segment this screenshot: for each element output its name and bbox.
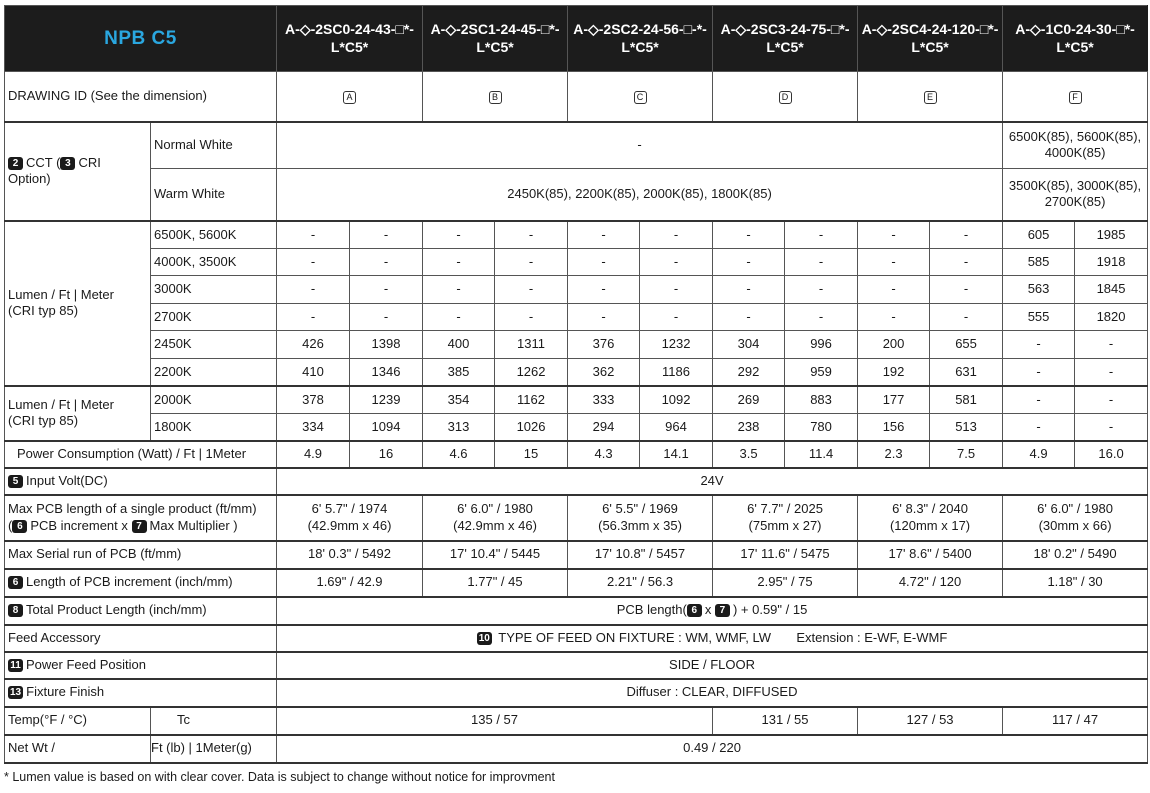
- lumen-cell: -: [568, 249, 640, 276]
- model-header-0: A-◇-2SC0-24-43-□*-L*C5*: [277, 6, 423, 72]
- cct-group-label: [5, 122, 151, 221]
- serial-run-label: Max Serial run of PCB (ft/mm): [5, 541, 277, 569]
- lumen-cct-label: 6500K, 5600K: [151, 221, 277, 249]
- lumen-cell: -: [1003, 359, 1075, 386]
- lumen-group-1-label: [5, 221, 151, 386]
- power-feed-value: SIDE / FLOOR: [277, 652, 1148, 679]
- lumen-cell: 563: [1003, 276, 1075, 304]
- max-pcb-label-line1: Max PCB length of a single product (ft/mm): [8, 501, 257, 517]
- lumen-cell: 1026: [495, 414, 568, 441]
- warm-white-value: 2450K(85), 2200K(85), 2000K(85), 1800K(85): [277, 169, 1003, 221]
- badge-10: 10: [478, 632, 490, 644]
- serial-run-row: [5, 541, 1148, 569]
- pcb-increment-cell: 2.21" / 56.3: [568, 569, 713, 597]
- badge-13: 13: [10, 687, 22, 699]
- lumen-cell: -: [1075, 386, 1148, 414]
- normal-white-label: Normal White: [151, 122, 277, 169]
- power-cell: 4.6: [423, 441, 495, 468]
- temp-value-2: 131 / 55: [713, 707, 858, 735]
- finish-label-text: Fixture Finish: [26, 684, 105, 700]
- lumen-cell: -: [277, 276, 350, 304]
- lumen-cell: -: [350, 304, 423, 331]
- max-pcb-formula: (120mm x 17): [889, 517, 971, 533]
- max-pcb-formula: (42.9mm x 46): [307, 517, 392, 533]
- lumen-cell: 333: [568, 386, 640, 414]
- lumen-cell: -: [785, 304, 858, 331]
- pcb-increment-cell: 4.72" / 120: [858, 569, 1003, 597]
- lumen-cell: 177: [858, 386, 930, 414]
- pcb-increment-label: [5, 569, 277, 597]
- serial-run-cell: 18' 0.3" / 5492: [277, 541, 423, 569]
- power-cell: 2.3: [858, 441, 930, 468]
- feed-accessory-value: [277, 625, 1148, 652]
- drawing-id-e: E: [924, 91, 937, 104]
- finish-value: Diffuser : CLEAR, DIFFUSED: [277, 679, 1148, 707]
- lumen-cell: 883: [785, 386, 858, 414]
- lumen-cell: 1232: [640, 331, 713, 359]
- lumen-cell: -: [713, 304, 785, 331]
- lumen-cell: 294: [568, 414, 640, 441]
- lumen-cell: 1186: [640, 359, 713, 386]
- cct-normal-row: [5, 122, 1148, 169]
- lumen-cell: -: [568, 304, 640, 331]
- lumen-cell: -: [858, 221, 930, 249]
- input-volt-value: 24V: [277, 468, 1148, 495]
- power-cell: 11.4: [785, 441, 858, 468]
- lumen-cell: 1162: [495, 386, 568, 414]
- temp-tc-label: Tc: [151, 707, 277, 735]
- badge-6: 6: [12, 520, 27, 533]
- max-pcb-formula: (56.3mm x 35): [598, 517, 682, 533]
- spec-table: [4, 5, 1148, 764]
- max-pcb-length: 6' 5.7" / 1974: [311, 501, 388, 517]
- lumen-cell: -: [495, 249, 568, 276]
- lumen-cell: 334: [277, 414, 350, 441]
- lumen-group-1-line1: Lumen / Ft | Meter: [8, 286, 114, 302]
- lumen-cell: 1262: [495, 359, 568, 386]
- lumen-group-1-line2: (CRI typ 85): [8, 303, 79, 318]
- lumen-cell: 1092: [640, 386, 713, 414]
- drawing-id-c: C: [634, 91, 647, 104]
- power-feed-label-text: Power Feed Position: [26, 656, 146, 672]
- feed-accessory-label: Feed Accessory: [5, 625, 277, 652]
- max-pcb-label: [5, 495, 277, 541]
- lumen-cell: 585: [1003, 249, 1075, 276]
- temp-value-4: 117 / 47: [1003, 707, 1148, 735]
- lumen-cell: 410: [277, 359, 350, 386]
- power-cell: 16.0: [1075, 441, 1148, 468]
- lumen-cell: 959: [785, 359, 858, 386]
- lumen-cell: -: [423, 276, 495, 304]
- lumen-cell: -: [858, 249, 930, 276]
- pcb-increment-label-text: Length of PCB increment (inch/mm): [26, 574, 233, 590]
- lumen-cell: -: [277, 304, 350, 331]
- lumen-group-2-line2: (CRI typ 85): [8, 413, 79, 428]
- lumen-cell: 238: [713, 414, 785, 441]
- cct-warm-row: [5, 169, 1148, 221]
- times-text: x: [704, 602, 712, 618]
- lumen-cell: 780: [785, 414, 858, 441]
- lumen-cell: 1239: [350, 386, 423, 414]
- lumen-cct-label: 4000K, 3500K: [151, 249, 277, 276]
- model-header-1: A-◇-2SC1-24-45-□*-L*C5*: [423, 6, 568, 72]
- lumen-cell: -: [640, 249, 713, 276]
- total-length-label: [5, 597, 277, 625]
- lumen-row: [5, 249, 1148, 276]
- lumen-cell: -: [423, 249, 495, 276]
- lumen-cell: 605: [1003, 221, 1075, 249]
- serial-run-cell: 17' 8.6" / 5400: [858, 541, 1003, 569]
- offset-text: ) + 0.59" / 15: [732, 602, 808, 618]
- max-pcb-formula: (75mm x 27): [748, 517, 822, 533]
- lumen-cell: -: [785, 276, 858, 304]
- max-pcb-cell: [423, 495, 568, 541]
- badge-3: 3: [60, 157, 75, 170]
- lumen-cell: -: [495, 304, 568, 331]
- lumen-cell: -: [1003, 331, 1075, 359]
- power-label: Power Consumption (Watt) / Ft | 1Meter: [5, 441, 277, 468]
- lumen-cell: -: [1075, 359, 1148, 386]
- lumen-cell: 581: [930, 386, 1003, 414]
- pcb-increment-cell: 1.69" / 42.9: [277, 569, 423, 597]
- pcb-increment-row: [5, 569, 1148, 597]
- finish-row: [5, 679, 1148, 707]
- cct-label-text: CCT (: [26, 154, 61, 170]
- lumen-row: [5, 359, 1148, 386]
- max-pcb-formula: (30mm x 66): [1038, 517, 1112, 533]
- input-volt-label-text: Input Volt(DC): [26, 472, 108, 488]
- power-feed-row: [5, 652, 1148, 679]
- badge-11: 11: [8, 659, 23, 672]
- lumen-group-2-line1: Lumen / Ft | Meter: [8, 396, 114, 412]
- lumen-row: [5, 304, 1148, 331]
- lumen-cell: 1918: [1075, 249, 1148, 276]
- footnote: * Lumen value is based on with clear cover. Data is subject to change without notice for improvment: [4, 770, 555, 784]
- power-cell: 7.5: [930, 441, 1003, 468]
- normal-white-f-value: 6500K(85), 5600K(85), 4000K(85): [1003, 122, 1148, 169]
- lumen-group-2-label: [5, 386, 151, 441]
- power-cell: 3.5: [713, 441, 785, 468]
- serial-run-cell: 17' 10.4" / 5445: [423, 541, 568, 569]
- product-title: NPB C5: [5, 6, 277, 72]
- badge-6: 6: [687, 604, 702, 617]
- lumen-cell: 555: [1003, 304, 1075, 331]
- lumen-cell: 362: [568, 359, 640, 386]
- lumen-cell: -: [1075, 331, 1148, 359]
- lumen-cell: -: [640, 276, 713, 304]
- lumen-cell: 385: [423, 359, 495, 386]
- lumen-cell: 426: [277, 331, 350, 359]
- max-pcb-length: 6' 5.5" / 1969: [602, 501, 678, 517]
- power-cell: 4.9: [277, 441, 350, 468]
- power-cell: 15: [495, 441, 568, 468]
- power-cell: 4.9: [1003, 441, 1075, 468]
- input-volt-row: [5, 468, 1148, 495]
- lumen-cell: -: [350, 249, 423, 276]
- lumen-cell: 631: [930, 359, 1003, 386]
- header-row: [5, 6, 1148, 72]
- drawing-id-d: D: [779, 91, 792, 104]
- max-pcb-cell: [568, 495, 713, 541]
- lumen-cell: -: [640, 304, 713, 331]
- lumen-cell: 200: [858, 331, 930, 359]
- max-pcb-length: 6' 8.3" / 2040: [892, 501, 968, 517]
- lumen-row: [5, 221, 1148, 249]
- max-pcb-length: 6' 6.0" / 1980: [1037, 501, 1113, 517]
- lumen-cell: -: [785, 249, 858, 276]
- badge-5: 5: [8, 475, 23, 488]
- lumen-cell: -: [640, 221, 713, 249]
- lumen-cell: -: [1003, 414, 1075, 441]
- lumen-cell: -: [858, 304, 930, 331]
- max-multiplier-text: Max Multiplier ): [149, 517, 238, 533]
- max-pcb-cell: [277, 495, 423, 541]
- temp-value-3: 127 / 53: [858, 707, 1003, 735]
- feed-accessory-row: [5, 625, 1148, 652]
- lumen-cell: 1311: [495, 331, 568, 359]
- lumen-cct-label: 1800K: [151, 414, 277, 441]
- pcb-increment-cell: 1.18" / 30: [1003, 569, 1148, 597]
- max-pcb-label-line2: [8, 518, 273, 534]
- pcb-increment-cell: 1.77" / 45: [423, 569, 568, 597]
- lumen-cell: 1985: [1075, 221, 1148, 249]
- lumen-cell: -: [713, 221, 785, 249]
- drawing-id-label: DRAWING ID (See the dimension): [5, 72, 277, 122]
- model-header-2: A-◇-2SC2-24-56-□-*-L*C5*: [568, 6, 713, 72]
- warm-white-label: Warm White: [151, 169, 277, 221]
- lumen-cell: -: [423, 221, 495, 249]
- drawing-id-row: [5, 72, 1148, 122]
- lumen-cell: 996: [785, 331, 858, 359]
- power-row: [5, 441, 1148, 468]
- badge-6: 6: [8, 576, 23, 589]
- lumen-row: [5, 276, 1148, 304]
- lumen-cell: 1845: [1075, 276, 1148, 304]
- lumen-cell: -: [277, 221, 350, 249]
- lumen-cell: 304: [713, 331, 785, 359]
- badge-2: 2: [8, 157, 23, 170]
- lumen-cct-label: 2000K: [151, 386, 277, 414]
- power-cell: 16: [350, 441, 423, 468]
- pcb-increment-text: PCB increment x: [30, 517, 128, 533]
- lumen-cell: 655: [930, 331, 1003, 359]
- max-pcb-cell: [1003, 495, 1148, 541]
- lumen-cell: -: [713, 276, 785, 304]
- badge-7: 7: [715, 604, 730, 617]
- lumen-cell: 513: [930, 414, 1003, 441]
- lumen-cell: -: [930, 249, 1003, 276]
- lumen-cct-label: 2450K: [151, 331, 277, 359]
- total-length-row: [5, 597, 1148, 625]
- lumen-cell: -: [277, 249, 350, 276]
- temp-label: Temp(°F / °C): [5, 707, 151, 735]
- pcb-length-text: PCB length(: [616, 602, 687, 618]
- temp-row: [5, 707, 1148, 735]
- lumen-cell: -: [930, 304, 1003, 331]
- lumen-cell: -: [568, 276, 640, 304]
- power-cell: 4.3: [568, 441, 640, 468]
- badge-8: 8: [8, 604, 23, 617]
- lumen-cell: 354: [423, 386, 495, 414]
- lumen-cell: 269: [713, 386, 785, 414]
- paren-open: (: [8, 517, 13, 533]
- lumen-cell: -: [350, 221, 423, 249]
- lumen-cell: 292: [713, 359, 785, 386]
- net-wt-unit-label: Ft (lb) | 1Meter(g): [151, 735, 277, 763]
- lumen-cell: 1398: [350, 331, 423, 359]
- model-header-4: A-◇-2SC4-24-120-□*-L*C5*: [858, 6, 1003, 72]
- lumen-cell: -: [423, 304, 495, 331]
- feed-extension-text: Extension : E-WF, E-WMF: [796, 629, 948, 645]
- lumen-cell: -: [1003, 386, 1075, 414]
- cri-label-text: CRI Option): [8, 154, 101, 186]
- serial-run-cell: 18' 0.2" / 5490: [1003, 541, 1148, 569]
- lumen-cct-label: 2200K: [151, 359, 277, 386]
- max-pcb-row: [5, 495, 1148, 541]
- power-cell: 14.1: [640, 441, 713, 468]
- pcb-increment-cell: 2.95" / 75: [713, 569, 858, 597]
- max-pcb-cell: [858, 495, 1003, 541]
- lumen-cell: 378: [277, 386, 350, 414]
- lumen-cell: -: [495, 276, 568, 304]
- net-wt-row: [5, 735, 1148, 763]
- lumen-cell: 400: [423, 331, 495, 359]
- temp-value-1: 135 / 57: [277, 707, 713, 735]
- input-volt-label: [5, 468, 277, 495]
- max-pcb-cell: [713, 495, 858, 541]
- lumen-cell: 1820: [1075, 304, 1148, 331]
- lumen-cell: -: [713, 249, 785, 276]
- lumen-cell: -: [1075, 414, 1148, 441]
- lumen-cell: 1346: [350, 359, 423, 386]
- lumen-cell: -: [930, 221, 1003, 249]
- model-header-5: A-◇-1C0-24-30-□*-L*C5*: [1003, 6, 1148, 72]
- lumen-cell: -: [568, 221, 640, 249]
- lumen-cell: -: [930, 276, 1003, 304]
- lumen-cell: 313: [423, 414, 495, 441]
- net-wt-label: Net Wt /: [5, 735, 151, 763]
- lumen-cell: 1094: [350, 414, 423, 441]
- drawing-id-f: F: [1069, 91, 1082, 104]
- lumen-cell: -: [350, 276, 423, 304]
- max-pcb-length: 6' 6.0" / 1980: [457, 501, 533, 517]
- lumen-cell: -: [495, 221, 568, 249]
- lumen-cell: 376: [568, 331, 640, 359]
- lumen-row: [5, 331, 1148, 359]
- net-wt-value: 0.49 / 220: [277, 735, 1148, 763]
- serial-run-cell: 17' 10.8" / 5457: [568, 541, 713, 569]
- lumen-cell: -: [858, 276, 930, 304]
- lumen-cell: 192: [858, 359, 930, 386]
- serial-run-cell: 17' 11.6" / 5475: [713, 541, 858, 569]
- lumen-cell: 156: [858, 414, 930, 441]
- power-feed-label: [5, 652, 277, 679]
- max-pcb-formula: (42.9mm x 46): [453, 517, 537, 533]
- feed-type-text: TYPE OF FEED ON FIXTURE : WM, WMF, LW: [498, 629, 772, 645]
- max-pcb-length: 6' 7.7" / 2025: [747, 501, 823, 517]
- lumen-cell: -: [785, 221, 858, 249]
- drawing-id-b: B: [489, 91, 502, 104]
- lumen-cell: 964: [640, 414, 713, 441]
- drawing-id-a: A: [343, 91, 356, 104]
- lumen-row: [5, 386, 1148, 414]
- lumen-row: [5, 414, 1148, 441]
- lumen-cct-label: 2700K: [151, 304, 277, 331]
- normal-white-value: -: [277, 122, 1003, 169]
- badge-7: 7: [132, 520, 147, 533]
- lumen-cct-label: 3000K: [151, 276, 277, 304]
- warm-white-f-value: 3500K(85), 3000K(85), 2700K(85): [1003, 169, 1148, 221]
- total-length-label-text: Total Product Length (inch/mm): [26, 602, 207, 618]
- finish-label: [5, 679, 277, 707]
- model-header-3: A-◇-2SC3-24-75-□*-L*C5*: [713, 6, 858, 72]
- total-length-value: [277, 597, 1148, 625]
